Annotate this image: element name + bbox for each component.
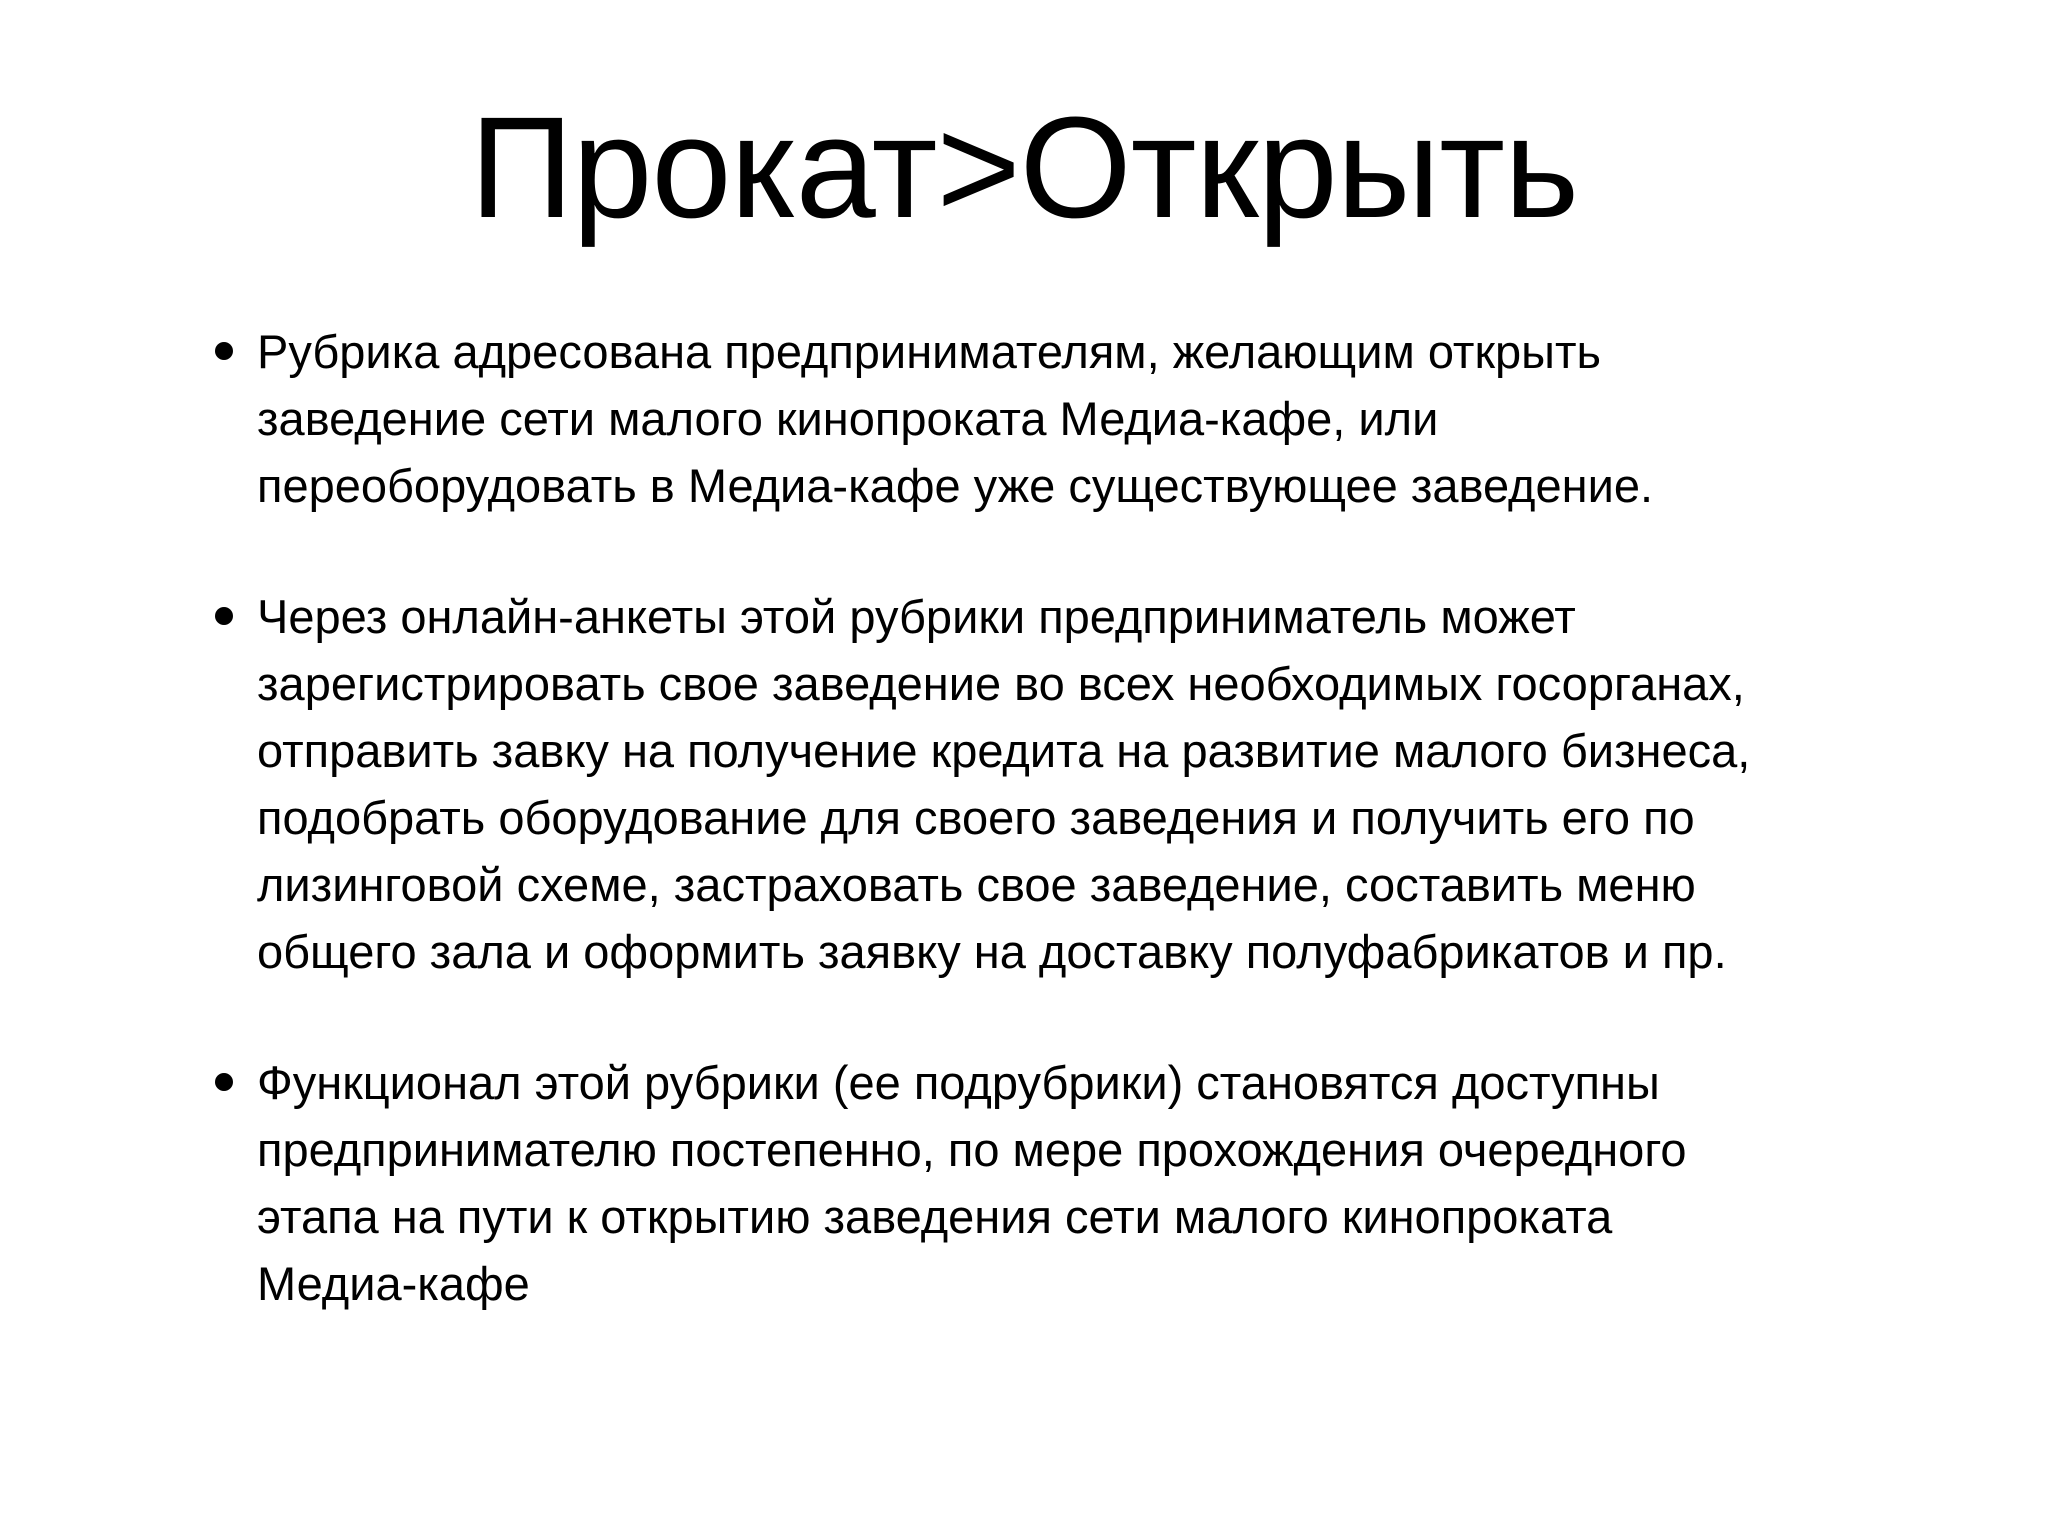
bullet-text <box>257 1049 1885 1317</box>
bullet-dot-icon <box>215 1073 233 1091</box>
bullet-line: Через онлайн-анкеты этой рубрики предприниматель может <box>257 590 1576 643</box>
bullet-item <box>205 318 1885 519</box>
bullet-dot-icon <box>215 342 233 360</box>
bullet-line: этапа на пути к открытию заведения сети малого кинопроката <box>257 1190 1613 1243</box>
bullet-line: заведение сети малого кинопроката Медиа-кафе, или <box>257 392 1439 445</box>
bullet-line: Медиа-кафе <box>257 1257 530 1310</box>
bullet-line: подобрать оборудование для своего заведения и получить его по <box>257 791 1695 844</box>
bullet-line: зарегистрировать свое заведение во всех необходимых госорганах, <box>257 657 1745 710</box>
bullet-line: переоборудовать в Медиа-кафе уже существующее заведение. <box>257 459 1654 512</box>
bullet-dot-icon <box>215 607 233 625</box>
slide-title: Прокат>Открыть <box>469 87 1579 248</box>
bullet-line: Функционал этой рубрики (ее подрубрики) становятся доступны <box>257 1056 1660 1109</box>
bullet-item <box>205 1049 1885 1317</box>
bullet-line: лизинговой схеме, застраховать свое заведение, составить меню <box>257 858 1696 911</box>
bullet-line: отправить завку на получение кредита на развитие малого бизнеса, <box>257 724 1751 777</box>
bullet-line: общего зала и оформить заявку на доставку полуфабрикатов и пр. <box>257 925 1727 978</box>
bullet-line: предпринимателю постепенно, по мере прохождения очередного <box>257 1123 1687 1176</box>
bullet-text <box>257 318 1885 519</box>
bullet-text <box>257 583 1885 985</box>
bullet-line: Рубрика адресована предпринимателям, желающим открыть <box>257 325 1601 378</box>
bullet-item <box>205 583 1885 985</box>
